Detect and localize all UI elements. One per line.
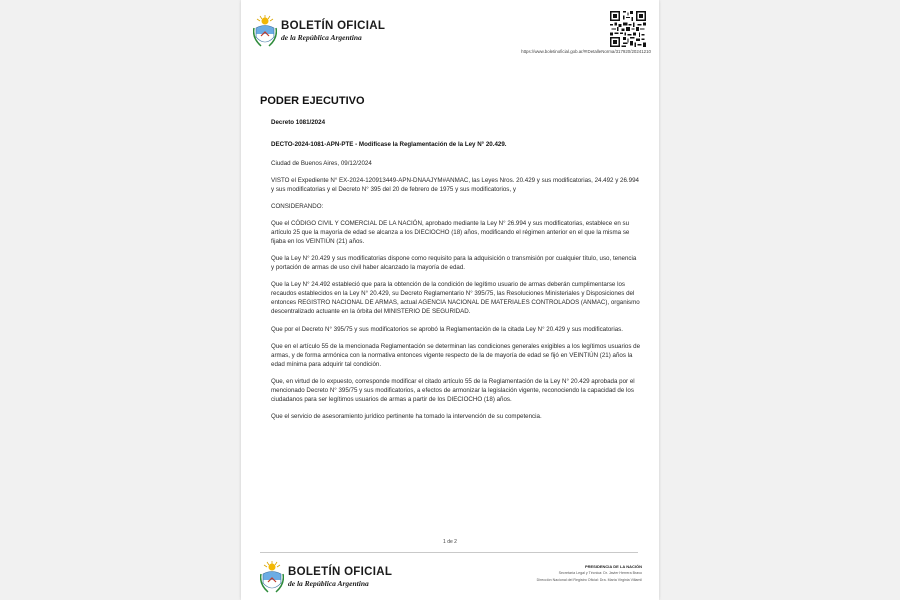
footer-divider — [260, 552, 638, 553]
footer-direccion: Dirección Nacional del Registro Oficial: Dra. María Virginia Villamil — [536, 578, 642, 582]
page-indicator: 1 de 2 — [443, 539, 457, 545]
footer-boletin-logo[interactable] — [260, 560, 392, 594]
footer-logo-title: BOLETÍN OFICIAL — [288, 566, 393, 578]
decree-title: DECTO-2024-1081-APN-PTE - Modifícase la Reglamentación de la Ley N° 20.429. — [271, 141, 507, 148]
paragraph: Que la Ley N° 20.429 y sus modificatorias dispone como requisito para la adquisición o transmisión por cualquier título, uso, tenencia y portación de armas de uso civil haber alcanzado la mayoría de edad. — [271, 255, 637, 272]
coat-of-arms-icon — [260, 560, 284, 594]
paragraph-place-date: Ciudad de Buenos Aires, 09/12/2024 — [271, 159, 372, 167]
paragraph-considerando: CONSIDERANDO: — [271, 202, 324, 210]
document-body — [271, 118, 641, 429]
logo-text — [281, 20, 385, 42]
paragraph: Que en el artículo 55 de la mencionada Reglamentación se determinan las condiciones generales exigibles a los legítimos usuarios de armas, y de forma armónica con la normativa entonces vigente respecto de la de mayoría de edad se fijó en VEINTIÚN (21) años la edad mínima para adquirir tal condición. — [271, 342, 641, 368]
decree-number: Decreto 1081/2024 — [271, 119, 326, 126]
footer-credits — [496, 563, 642, 584]
footer-presidencia: PRESIDENCIA DE LA NACIÓN — [584, 564, 642, 569]
document-page — [241, 0, 659, 600]
footer-secretaria: Secretaría Legal y Técnica: Dr. Javier Herrera Bravo — [558, 571, 642, 575]
qr-code-icon[interactable] — [610, 11, 646, 47]
logo-subtitle: de la República Argentina — [281, 33, 362, 42]
footer-logo-subtitle: de la República Argentina — [288, 579, 369, 588]
paragraph: Que el CÓDIGO CIVIL Y COMERCIAL DE LA NACIÓN, aprobado mediante la Ley N° 26.994 y sus modificatorias, establece en su artículo 25 que la mayoría de edad se alcanza a los DIECIOCHO (18) años, modificando el régimen anterior en el que la misma se fijaba en los VEINTIÚN (21) años. — [271, 220, 630, 246]
coat-of-arms-icon — [253, 14, 277, 48]
document-url[interactable]: https://www.boletinoficial.gob.ar/#!DetalleNorma/317920/20241210 — [521, 49, 651, 54]
paragraph: Que, en virtud de lo expuesto, corresponde modificar el citado artículo 55 de la Reglamentación de la Ley N° 20.429 aprobada por el mencionado Decreto N° 395/75 y sus modificatorios, a efectos de armonizar la legislación vigente, reconociendo la capacidad de los ciudadanos para ser legítimos usuarios de armas a partir de los DIECIOCHO (18) años. — [271, 378, 635, 403]
paragraph: Que la Ley N° 24.492 estableció que para la obtención de la condición de legítimo usuario de armas deberán cumplimentarse los recaudos establecidos en la Ley N° 20.429, su Decreto Reglamentario N° 395/75, las Resoluciones Ministeriales y Disposiciones del entonces REGISTRO NACIONAL DE ARMAS, actual AGENCIA NACIONAL DE MATERIALES CONTROLADOS (ANMAC), organismo descentralizado actuante en la órbita del MINISTERIO DE SEGURIDAD. — [271, 281, 640, 316]
paragraph-visto: VISTO el Expediente N° EX-2024-120913449-APN-DNAAJYM#ANMAC, las Leyes Nros. 20.429 y sus modificatorias, 24.492 y 26.994 y sus modificatorias y el Decreto N° 395 del 20 de febrero de 1975 y sus modificatorios, y — [271, 176, 639, 193]
paragraph: Que por el Decreto N° 395/75 y sus modificatorios se aprobó la Reglamentación de la citada Ley N° 20.429 y sus modificatorias. — [271, 325, 623, 333]
section-title: PODER EJECUTIVO — [260, 95, 365, 107]
footer-logo-text — [288, 566, 392, 588]
boletin-logo[interactable] — [253, 14, 385, 48]
logo-title: BOLETÍN OFICIAL — [281, 20, 386, 32]
paragraph: Que el servicio de asesoramiento jurídico pertinente ha tomado la intervención de su competencia. — [271, 413, 542, 421]
